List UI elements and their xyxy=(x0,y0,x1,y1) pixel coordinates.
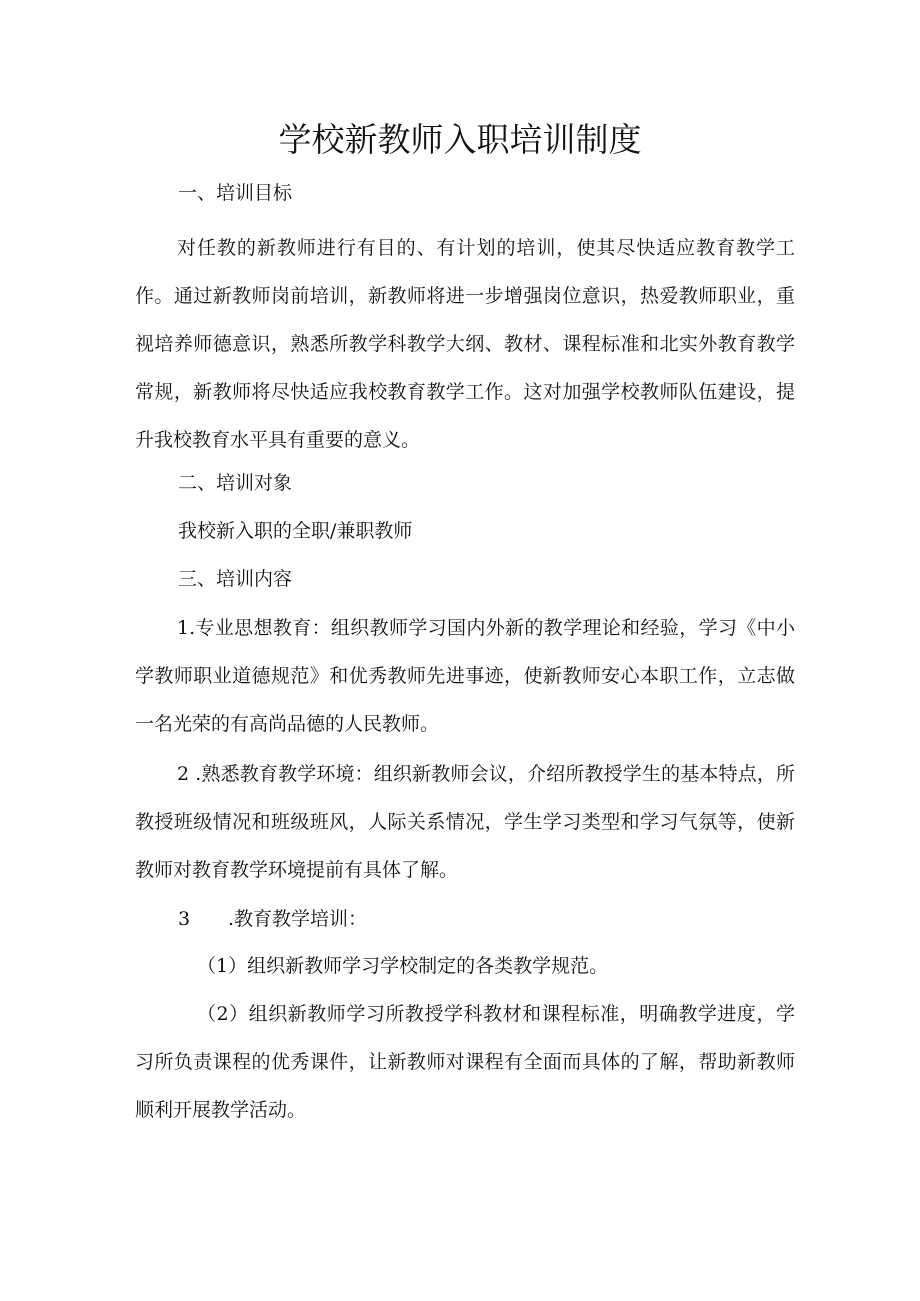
section-body-targets: 我校新入职的全职/兼职教师 xyxy=(178,520,413,542)
section-heading-targets: 二、培训对象 xyxy=(178,472,293,494)
section-heading-goals: 一、培训目标 xyxy=(178,182,293,204)
content-subitem-2: （2）组织新教师学习所教授学科教材和课程标准，明确教学进度，学习所负责课程的优秀课件，让新教师对课程有全面而具体的了解，帮助新教师顺利开展教学活动。 xyxy=(135,1003,795,1121)
content-item-3-number: 3 xyxy=(178,908,191,930)
content-item-2: 2 .熟悉教育教学环境：组织新教师会议，介绍所教授学生的基本特点，所教授班级情况和班级班风，人际关系情况，学生学习类型和学习气氛等，使新教师对教育教学环境提前有具体了解。 xyxy=(135,763,795,881)
content-subitem-1: （1）组织新教师学习学校制定的各类教学规范。 xyxy=(197,955,609,977)
content-item-3-text: .教育教学培训： xyxy=(228,908,368,930)
content-item-1: 1.专业思想教育：组织教师学习国内外新的教学理论和经验，学习《中小学教师职业道德规范》和优秀教师先进事迹，使新教师安心本职工作，立志做一名光荣的有高尚品德的人民教师。 xyxy=(135,617,795,735)
document-title: 学校新教师入职培训制度 xyxy=(278,120,642,159)
section-body-goals: 对任教的新教师进行有目的、有计划的培训，使其尽快适应教育教学工作。通过新教师岗前培训，新教师将进一步增强岗位意识，热爱教师职业，重视培养师德意识，熟悉所教学科教学大纲、教材、课程标准和北实外教育教学常规，新教师将尽快适应我校教育教学工作。这对加强学校教师队伍建设，提升我校教育水平具有重要的意义。 xyxy=(135,237,795,451)
section-heading-content: 三、培训内容 xyxy=(178,568,293,590)
content-item-3 xyxy=(178,904,367,934)
